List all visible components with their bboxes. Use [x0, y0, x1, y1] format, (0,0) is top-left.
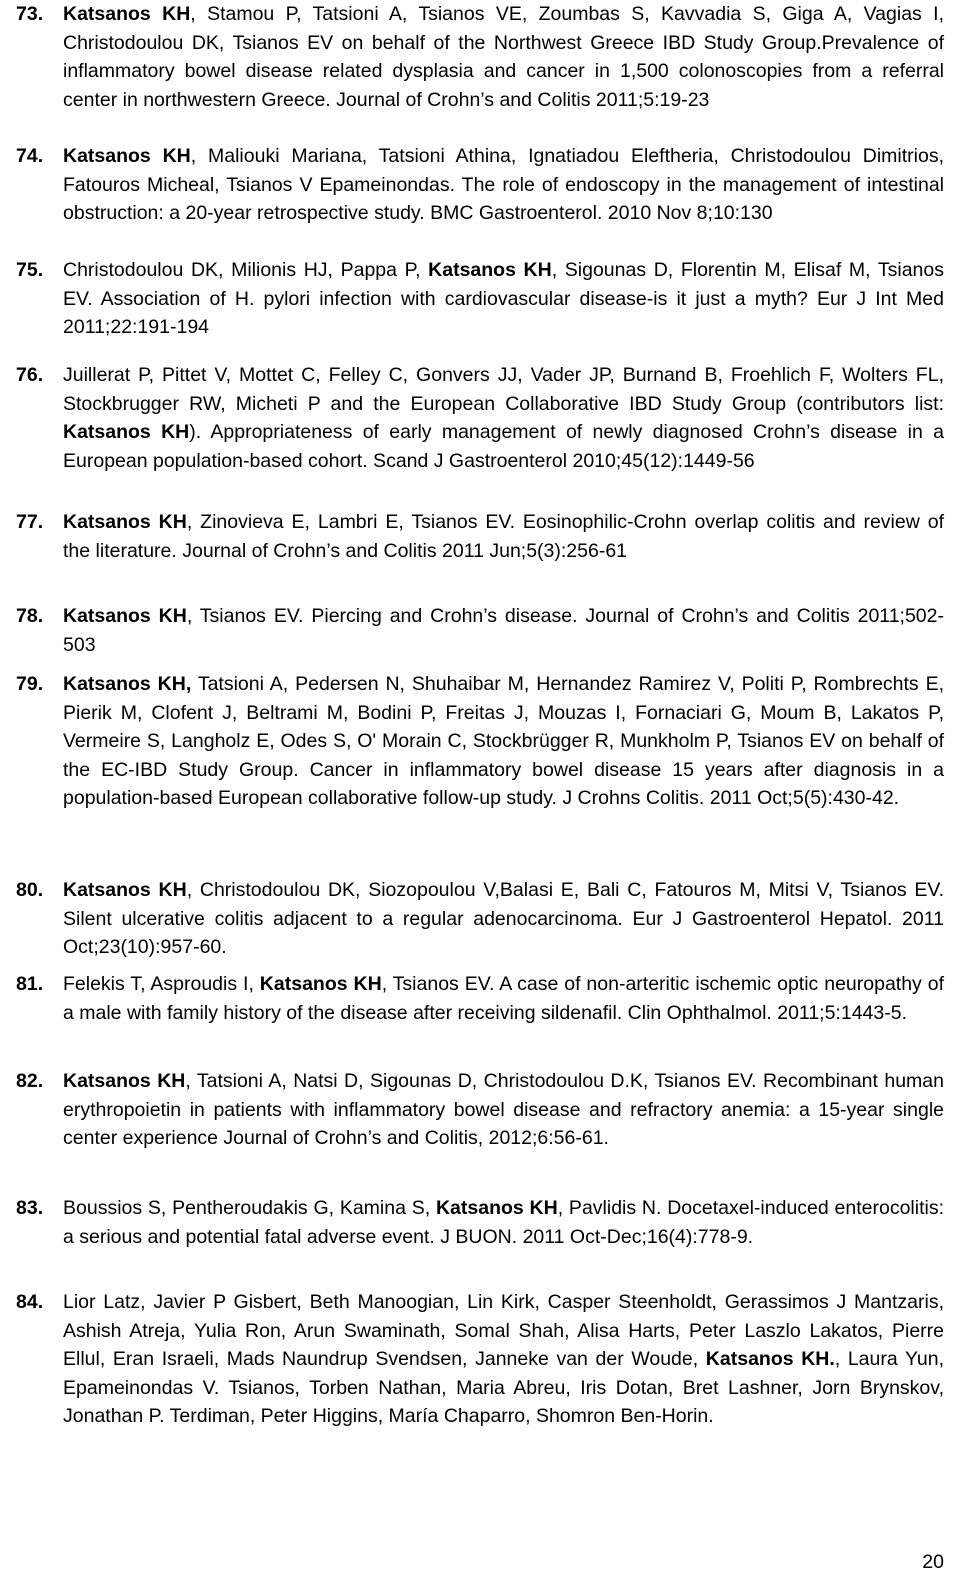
- reference-segment: Felekis T, Asproudis I,: [63, 973, 260, 995]
- highlighted-author: Katsanos KH: [63, 145, 191, 167]
- highlighted-author: Katsanos KH: [428, 259, 552, 281]
- reference-segment: Christodoulou DK, Milionis HJ, Pappa P,: [63, 259, 429, 281]
- highlighted-author: Katsanos KH: [63, 879, 187, 901]
- highlighted-author: Katsanos KH: [63, 421, 190, 444]
- highlighted-author: Katsanos KH: [435, 1197, 558, 1219]
- reference-segment: , Tsianos EV. Piercing and Crohn’s disease. Journal of Crohn’s and Colitis 2011;502-503: [63, 605, 944, 656]
- reference-text: [63, 508, 944, 565]
- reference-segment: , Tatsioni A, Natsi D, Sigounas D, Christodoulou D.K, Tsianos EV. Recombinant human erythropoietin in patients with inflammatory bowel disease and refractory anemia: a 15-year single center experience Journal of Crohn’s and Colitis, 2012;6:56-61.: [63, 1070, 944, 1150]
- reference-segment: , Tsianos EV. A case of non-arteritic ischemic optic neuropathy of a male with family history of the disease after receiving sildenafil. Clin Ophthalmol. 2011;5:1443-5.: [63, 973, 944, 1024]
- reference-segment: Tatsioni A, Pedersen N, Shuhaibar M, Hernandez Ramirez V, Politi P, Rombrechts E, Pierik M, Clofent J, Beltrami M, Bodini P, Freitas J, Mouzas I, Fornaciari G, Moum B, Lakatos P, Vermeire S, Langholz E, Odes S, O' Morain C, Stockbrügger R, Munkholm P, Tsianos EV on behalf of the EC-IBD Study Group. Cancer in inflammatory bowel disease 15 years after diagnosis in a population-based European collaborative follow-up study. J Crohns Colitis. 2011 Oct;5(5):430-42.: [63, 673, 944, 810]
- reference-segment: ). Appropriateness of early management of newly diagnosed Crohn’s disease in a European population-based cohort. Scand J Gastroenterol 2010;45(12):1449-56: [63, 421, 944, 472]
- reference-text: [63, 1288, 944, 1431]
- highlighted-author: Katsanos KH: [63, 3, 191, 25]
- highlighted-author: Katsanos KH,: [63, 673, 192, 695]
- reference-text: [63, 670, 944, 813]
- reference-text: [63, 0, 944, 114]
- reference-segment: , Zinovieva E, Lambri E, Tsianos EV. Eosinophilic-Crohn overlap colitis and review of the literature. Journal of Crohn’s and Colitis 2011 Jun;5(3):256-61: [63, 511, 944, 562]
- reference-number: 83.: [16, 1197, 44, 1219]
- reference-segment: Boussios S, Pentheroudakis G, Kamina S,: [63, 1197, 436, 1219]
- reference-text: [63, 142, 944, 228]
- reference-number: 79.: [16, 673, 44, 695]
- reference-text: [63, 1194, 944, 1251]
- reference-number: 80.: [16, 879, 44, 901]
- highlighted-author: Katsanos KH: [63, 511, 187, 533]
- highlighted-author: Katsanos KH: [63, 605, 187, 627]
- reference-segment: Lior Latz, Javier P Gisbert, Beth Manoogian, Lin Kirk, Casper Steenholdt, Gerassimos J Mantzaris, Ashish Atreja, Yulia Ron, Arun Swaminath, Somal Shah, Alisa Harts, Peter Laszlo Lakatos, Pierre Ellul, Eran Israeli, Mads Naundrup Svendsen, Janneke van der Woude,: [63, 1291, 944, 1371]
- reference-text: [63, 256, 944, 342]
- reference-text: [63, 970, 944, 1027]
- reference-number: 76.: [16, 364, 44, 386]
- reference-text: [63, 876, 944, 962]
- reference-text: [63, 602, 944, 659]
- highlighted-author: Katsanos KH: [259, 973, 382, 995]
- reference-number: 73.: [16, 3, 44, 25]
- reference-segment: , Laura Yun, Epameinondas V. Tsianos, Torben Nathan, Maria Abreu, Iris Dotan, Bret Lashner, Jorn Brynskov, Jonathan P. Terdiman, Peter Higgins, María Chaparro, Shomron Ben-Horin.: [63, 1348, 945, 1428]
- reference-number: 84.: [16, 1291, 44, 1313]
- reference-text: [63, 361, 944, 475]
- reference-number: 75.: [16, 259, 44, 281]
- reference-segment: , Pavlidis N. Docetaxel-induced enterocolitis: a serious and potential fatal adverse event. J BUON. 2011 Oct-Dec;16(4):778-9.: [63, 1197, 944, 1248]
- reference-number: 82.: [16, 1070, 44, 1092]
- highlighted-author: Katsanos KH: [63, 1070, 186, 1092]
- reference-number: 78.: [16, 605, 44, 627]
- reference-segment: , Christodoulou DK, Siozopoulou V,Balasi E, Bali C, Fatouros M, Mitsi V, Tsianos EV. Silent ulcerative colitis adjacent to a regular adenocarcinoma. Eur J Gastroenterol Hepatol. 2011 Oct;23(10):957-60.: [63, 879, 944, 959]
- reference-segment: , Stamou P, Tatsioni A, Tsianos VE, Zoumbas S, Kavvadia S, Giga A, Vagias I, Christodoulou DK, Tsianos EV on behalf of the Northwest Greece IBD Study Group.Prevalence of inflammatory bowel disease related dysplasia and cancer in 1,500 colonoscopies from a referral center in northwestern Greece. Journal of Crohn’s and Colitis 2011;5:19-23: [63, 3, 944, 111]
- highlighted-author: Katsanos KH.: [705, 1348, 835, 1371]
- reference-number: 74.: [16, 145, 44, 167]
- reference-number: 81.: [16, 973, 44, 995]
- reference-text: [63, 1067, 944, 1153]
- reference-segment: Juillerat P, Pittet V, Mottet C, Felley C, Gonvers JJ, Vader JP, Burnand B, Froehlich F, Wolters FL, Stockbrugger RW, Micheti P and the European Collaborative IBD Study Group (contributors list:: [63, 364, 944, 415]
- page-number: 20: [922, 1551, 944, 1573]
- reference-number: 77.: [16, 511, 44, 533]
- reference-segment: , Sigounas D, Florentin M, Elisaf M, Tsianos EV. Association of H. pylori infection with cardiovascular disease-is it just a myth? Eur J Int Med 2011;22:191-194: [63, 259, 944, 339]
- reference-segment: , Maliouki Mariana, Tatsioni Athina, Ignatiadou Eleftheria, Christodoulou Dimitrios, Fatouros Micheal, Tsianos V Epameinondas. The role of endoscopy in the management of intestinal obstruction: a 20-year retrospective study. BMC Gastroenterol. 2010 Nov 8;10:130: [63, 145, 944, 225]
